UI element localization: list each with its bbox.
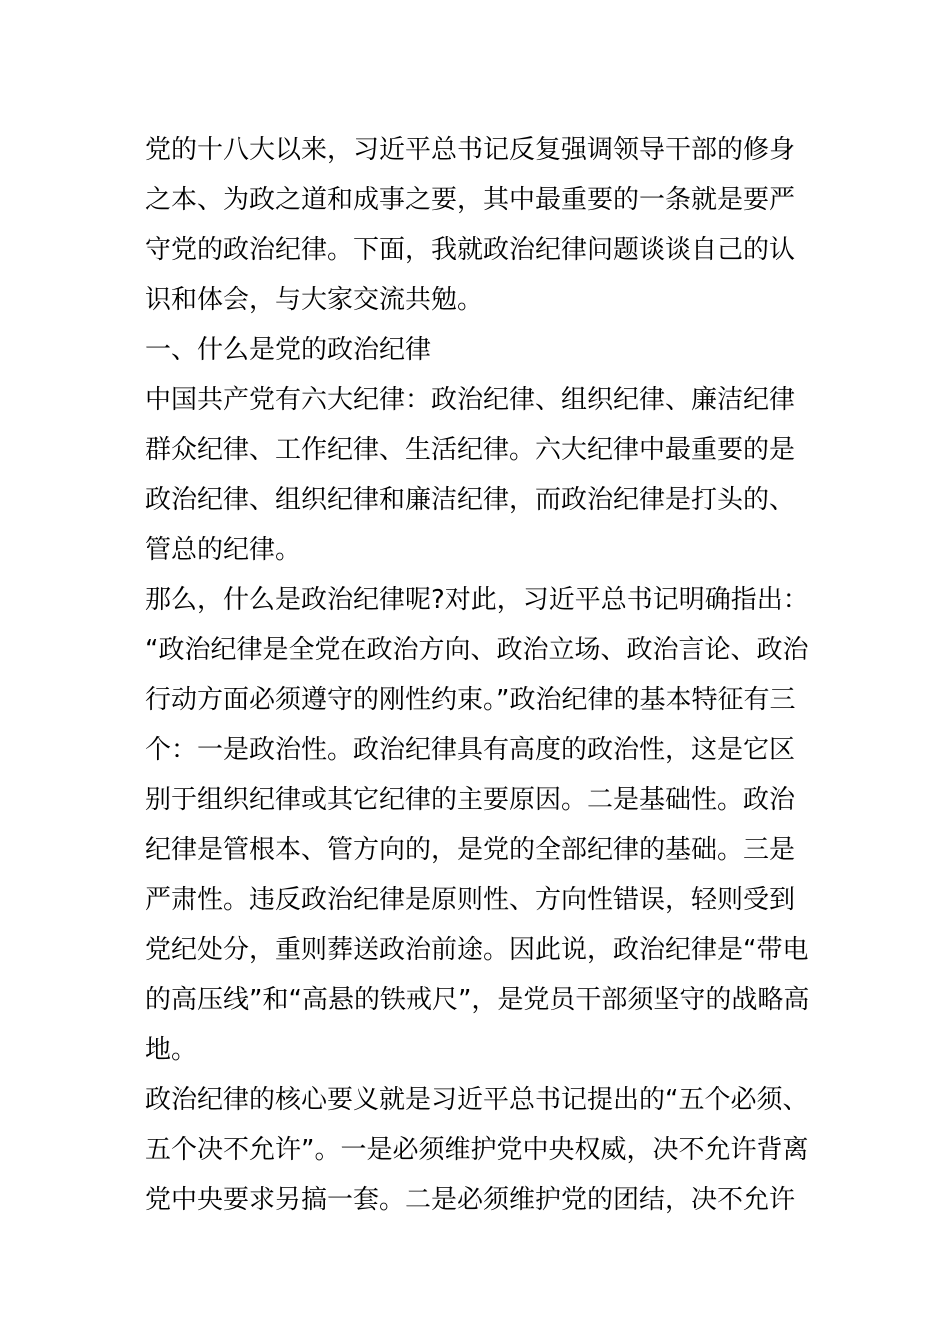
text-line: 管总的纪律。 <box>145 535 302 565</box>
text-line: 地。 <box>145 1035 198 1065</box>
text-line: 群众纪律、工作纪律、生活纪律。六大纪律中最重要的是 <box>145 435 796 465</box>
document-body <box>145 125 815 1225</box>
text-line: 的高压线”和“高悬的铁戒尺”，是党员干部须坚守的战略高 <box>145 985 810 1015</box>
text-line: 政治纪律、组织纪律和廉洁纪律，而政治纪律是打头的、 <box>145 485 796 515</box>
text-line: 严肃性。违反政治纪律是原则性、方向性错误，轻则受到 <box>145 885 796 915</box>
text-line: 党中央要求另搞一套。二是必须维护党的团结，决不允许 <box>145 1185 796 1215</box>
text-line: 行动方面必须遵守的刚性约束。”政治纪律的基本特征有三 <box>145 685 796 715</box>
text-line: 别于组织纪律或其它纪律的主要原因。二是基础性。政治 <box>145 785 796 815</box>
text-line: “政治纪律是全党在政治方向、政治立场、政治言论、政治 <box>145 635 809 665</box>
text-line: 那么，什么是政治纪律呢?对此，习近平总书记明确指出： <box>145 585 809 615</box>
text-line: 党纪处分，重则葬送政治前途。因此说，政治纪律是“带电 <box>145 935 809 965</box>
text-line: 政治纪律的核心要义就是习近平总书记提出的“五个必须、 <box>145 1085 809 1115</box>
text-line: 之本、为政之道和成事之要，其中最重要的一条就是要严 <box>145 185 796 215</box>
text-line: 识和体会，与大家交流共勉。 <box>145 285 484 315</box>
text-line: 纪律是管根本、管方向的，是党的全部纪律的基础。三是 <box>145 835 796 865</box>
text-line: 个：一是政治性。政治纪律具有高度的政治性，这是它区 <box>145 735 796 765</box>
text-line: 中国共产党有六大纪律：政治纪律、组织纪律、廉洁纪律 <box>145 385 796 415</box>
text-line: 党的十八大以来，习近平总书记反复强调领导干部的修身 <box>145 135 796 165</box>
text-line: 五个决不允许”。一是必须维护党中央权威，决不允许背离 <box>145 1135 809 1165</box>
text-line: 守党的政治纪律。下面，我就政治纪律问题谈谈自己的认 <box>145 235 796 265</box>
section-heading: 一、什么是党的政治纪律 <box>145 335 432 365</box>
